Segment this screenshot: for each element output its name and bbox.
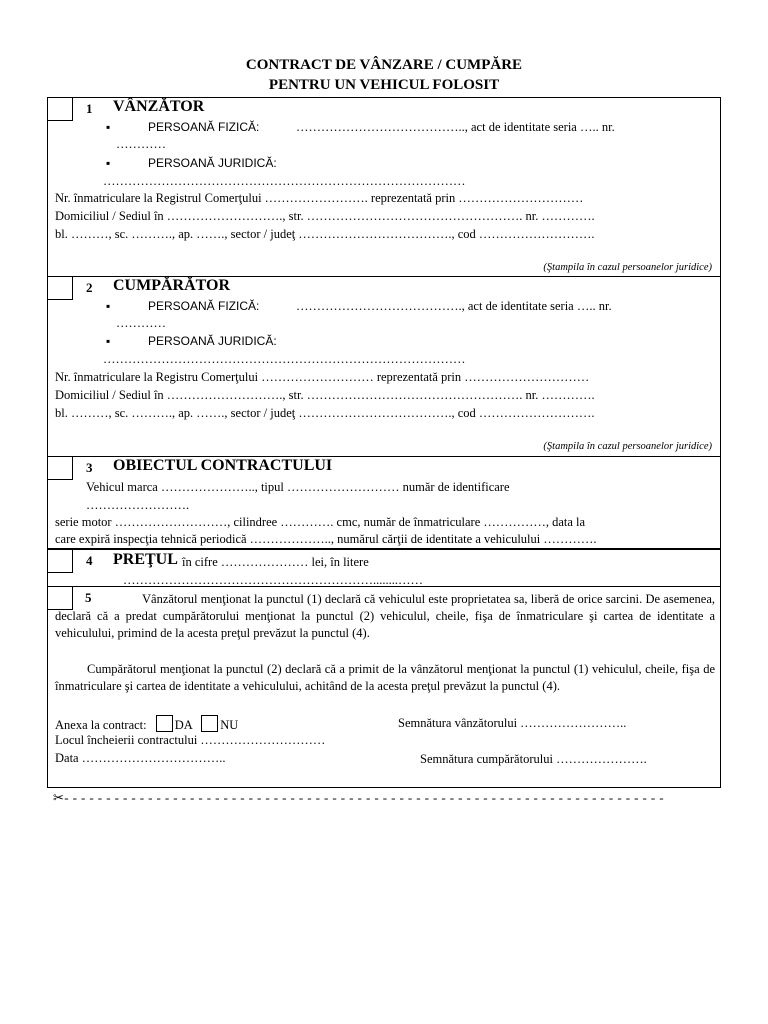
bullet-icon: ▪ (106, 334, 111, 348)
section-heading: OBIECTUL CONTRACTULUI (113, 457, 333, 474)
bullet-icon: ▪ (106, 299, 111, 313)
pf-label: PERSOANĂ FIZICĂ: (148, 120, 260, 134)
section-checkbox[interactable] (48, 98, 73, 121)
seller-declaration: Vânzătorul menţionat la punctul (1) declară că vehiculul este proprietatea sa, liberă de orice sarcini. De asemenea, declară că a predat cumpărătorului menţionat la punctul (2) vehiculul, cheile, fişa de înmatriculare şi cartea de identitate a vehiculului, primind de la acesta preţul prevăzut la punctul (4). (55, 592, 715, 640)
buyer-declaration: Cumpărătorul menţionat la punctul (2) declară că a primit de la vânzătorul menţionat la punctul (1) vehiculul, cheile, fişa de înmatriculare şi cartea de identitate a vehiculului, achitând de la acesta preţul prevăzut la punctul (4). (55, 662, 715, 693)
annex-no-label: NU (220, 718, 239, 732)
bullet-icon: ▪ (106, 120, 111, 134)
address-detail-line: bl. ………, sc. ………., ap. ……., sector / judeţ ………………………………., cod ………………………. (55, 227, 595, 241)
stamp-note: (Ştampila în cazul persoanelor juridice) (543, 262, 712, 273)
section-number: 5 (85, 590, 92, 605)
stamp-note: (Ştampila în cazul persoanelor juridice) (543, 441, 712, 452)
section-checkbox[interactable] (48, 457, 73, 480)
pj-label: PERSOANĂ JURIDICĂ: (148, 334, 277, 348)
buyer-signature: Semnătura cumpărătorului …………………. (420, 752, 647, 766)
inspection-line: care expiră inspecţia tehnică periodică ……………….., numărul cărţii de identitate a vehiculului …………. (55, 532, 597, 546)
section-number: 3 (86, 460, 93, 475)
section-number: 1 (86, 101, 93, 116)
seller-signature: Semnătura vânzătorului …………………….. (398, 716, 627, 730)
vehicle-line: Vehicul marca ………………….., tipul ……………………… număr de identificare (86, 480, 510, 494)
price-line: în cifre ………………… lei, în litere (182, 555, 369, 569)
annex-yes-checkbox[interactable] (156, 715, 173, 732)
pf-fill-cont: ………… (116, 316, 166, 330)
annex-label: Anexa la contract: (55, 718, 147, 732)
bullet-icon: ▪ (106, 156, 111, 170)
pf-fill: …………………………………., act de identitate seria ….. nr. (296, 299, 612, 313)
section-declarations (47, 586, 721, 788)
vehicle-line-cont: ……………………. (86, 498, 190, 512)
section-checkbox[interactable] (48, 277, 73, 300)
registry-line: Nr. înmatriculare la Registrul Comerţului ……………………. reprezentată prin ………………………… (55, 191, 584, 205)
cut-line: ✂- - - - - - - - - - - - - - - - - - - - - - - - - - - - - - - - - - - - - - - - - - - - - - - - - - - - - - - - - - - - - - - - - - - - - - - - (53, 790, 664, 805)
address-line: Domiciliul / Sediul în ………………………., str. ……………………………………………. nr. …………. (55, 209, 595, 223)
section-object (47, 456, 721, 550)
section-heading: CUMPĂRĂTOR (113, 277, 231, 294)
contract-date: Data …………………………….. (55, 751, 226, 765)
section-price (47, 548, 721, 588)
section-checkbox[interactable] (48, 550, 73, 573)
pf-label: PERSOANĂ FIZICĂ: (148, 299, 260, 313)
contract-place: Locul încheierii contractului ………………………… (55, 733, 326, 747)
price-words-line: ……………………………………………………........…… (123, 573, 423, 587)
section-heading: VÂNZĂTOR (113, 98, 205, 115)
pj-label: PERSOANĂ JURIDICĂ: (148, 156, 277, 170)
pj-fill: …………………………………………………………………………… (103, 352, 466, 366)
annex-row (55, 715, 238, 733)
engine-line: serie motor ………………………, cilindree …………. cmc, număr de înmatriculare ……………, data la (55, 515, 586, 529)
registry-line: Nr. înmatriculare la Registru Comerţului ……………………… reprezentată prin ………………………… (55, 370, 590, 384)
document-title: CONTRACT DE VÂNZARE / CUMPĂRE (245, 57, 523, 73)
section-number: 2 (86, 280, 93, 295)
annex-yes-label: DA (174, 718, 193, 732)
section-seller (47, 97, 721, 278)
address-detail-line: bl. ………, sc. ………., ap. ……., sector / judeţ ………………………………., cod ………………………. (55, 406, 595, 420)
annex-no-checkbox[interactable] (201, 715, 218, 732)
section-number: 4 (86, 553, 93, 568)
document-subtitle: PENTRU UN VEHICUL FOLOSIT (268, 77, 500, 93)
pj-fill: …………………………………………………………………………… (103, 174, 466, 188)
section-heading: PREŢUL (113, 551, 178, 568)
address-line: Domiciliul / Sediul în ………………………., str. ……………………………………………. nr. …………. (55, 388, 595, 402)
pf-fill: ………………………………….., act de identitate seria ….. nr. (296, 120, 615, 134)
section-buyer (47, 276, 721, 458)
pf-fill-cont: ………… (116, 137, 166, 151)
